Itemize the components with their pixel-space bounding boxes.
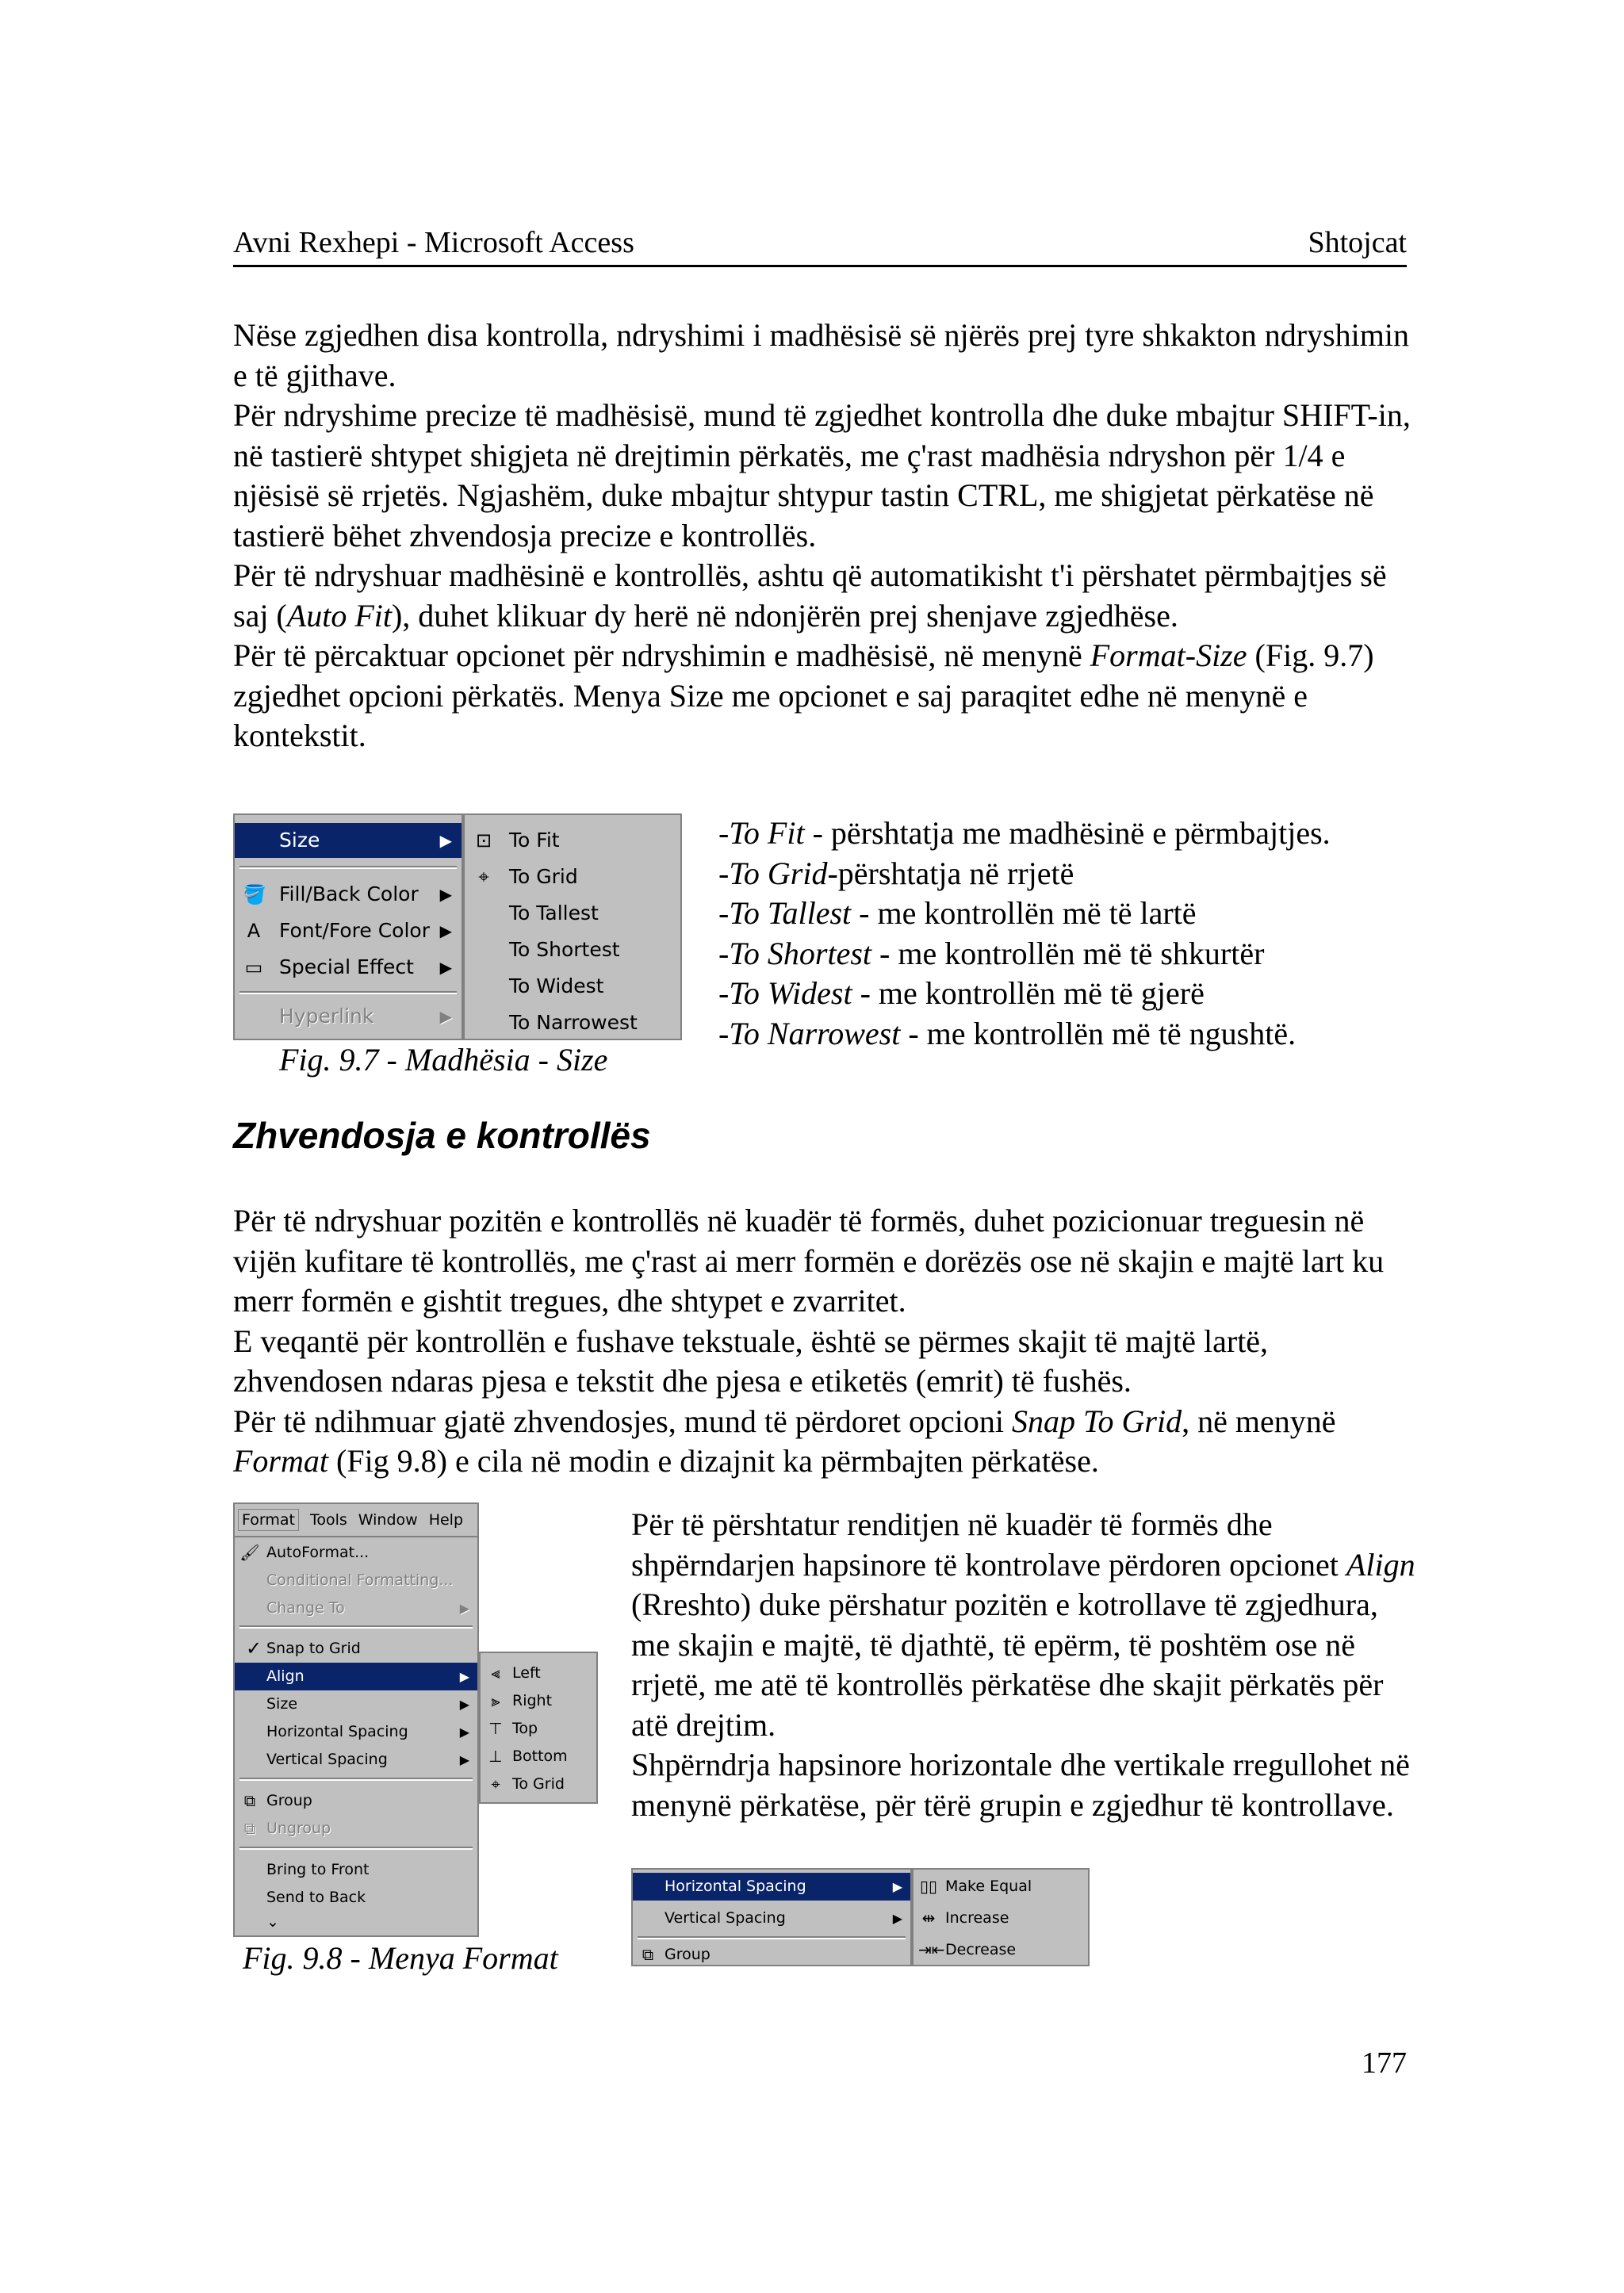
menu-item-top[interactable] xyxy=(481,1715,596,1743)
body-text: Për të përshtatur renditjen në kuadër të formës dhe shpërndarjen hapsinore të kontrolave përdoren opcionet xyxy=(631,1506,1346,1583)
align-submenu xyxy=(479,1652,598,1804)
body-text: Nëse zgjedhen disa kontrolla, ndryshimi i madhësisë së njërës prej tyre shkakton ndryshimin e të gjithave. xyxy=(233,317,1410,393)
menu-item-label: To Fit xyxy=(509,829,560,852)
menu-item-label: Size xyxy=(279,829,320,852)
body-text: E veqantë për kontrollën e fushave tekstuale, është se përmes skajit të majtë lartë, zhvendosen ndaras pjesa e tekstit dhe pjesa e etiketës (emrit) të fushës. xyxy=(233,1323,1269,1399)
submenu-arrow-icon: ▶ xyxy=(459,1601,469,1616)
menu-icon-fill-back-color-icon: 🪣 xyxy=(243,883,266,905)
submenu-arrow-icon: ▶ xyxy=(459,1725,469,1740)
move-paragraphs xyxy=(233,1201,1415,1482)
figure-caption-9-8: Fig. 9.8 - Menya Format xyxy=(243,1940,558,1976)
menu-item-group[interactable] xyxy=(235,1787,477,1815)
menu-item-label: Snap to Grid xyxy=(266,1640,361,1657)
format-context-menu xyxy=(233,813,463,1040)
menu-item-to-grid[interactable] xyxy=(481,1770,596,1798)
menubar-help[interactable]: Help xyxy=(428,1511,464,1529)
option-description: - xyxy=(718,895,730,931)
menu-item-hyperlink[interactable] xyxy=(235,999,462,1034)
menu-item-make-equal[interactable] xyxy=(914,1873,1088,1901)
menu-item-snap-to-grid[interactable] xyxy=(235,1635,477,1663)
menu-item-label: To Tallest xyxy=(509,902,599,924)
menu-item-label: Send to Back xyxy=(266,1889,366,1906)
menu-icon-autoformat-icon: 🖌 xyxy=(239,1543,260,1562)
menu-item-label: Conditional Formatting... xyxy=(266,1571,454,1589)
menu-item-bottom[interactable] xyxy=(481,1743,596,1770)
section-heading: Zhvendosja e kontrollës xyxy=(233,1115,651,1156)
menu-item-label: Hyperlink xyxy=(279,1005,374,1028)
submenu-arrow-icon: ▶ xyxy=(892,1879,902,1894)
menubar-tools[interactable]: Tools xyxy=(309,1511,347,1529)
menu-icon-ungroup-icon: ⧉ xyxy=(243,1819,256,1838)
spacing-menu xyxy=(631,1868,912,1966)
menu-icon-to-fit-icon: ⊡ xyxy=(475,829,492,852)
menu-bar xyxy=(235,1504,477,1537)
body-text: Për të ndryshuar pozitën e kontrollës në kuadër të formës, duhet pozicionuar treguesin në vijën kufitare të kontrollës, me ç'rast ai merr formën e dorëzës ose në skajin e majtë lart ku merr formën e gishtit tregues, dhe shtypet e zvarritet. xyxy=(233,1203,1385,1319)
menu-icon-right-icon: ⫸ xyxy=(491,1691,500,1710)
option-name: To Narrowest xyxy=(729,1015,901,1051)
option-description: - xyxy=(718,935,730,971)
menu-icon-make-equal-icon: ▯▯ xyxy=(919,1877,937,1896)
intro-paragraph xyxy=(233,636,1415,756)
menu-item-to-grid[interactable] xyxy=(465,859,680,894)
figure-caption-9-7: Fig. 9.7 - Madhësia - Size xyxy=(279,1042,608,1078)
menu-item-label: Left xyxy=(512,1664,541,1682)
emphasis-text: Format xyxy=(233,1443,328,1479)
submenu-arrow-icon: ▶ xyxy=(439,958,452,977)
page-number: 177 xyxy=(1362,2046,1407,2080)
menu-item-label: ⌄ xyxy=(266,1913,279,1931)
menu-item-special-effect[interactable] xyxy=(235,950,462,985)
emphasis-text: Align xyxy=(1346,1546,1415,1583)
align-paragraph xyxy=(631,1505,1416,1745)
intro-paragraph xyxy=(233,316,1415,396)
size-submenu xyxy=(463,813,682,1040)
option-description: - xyxy=(718,855,730,891)
body-text: (Rreshto) duke përshatur pozitën e kotrollave të zgjedhura, me skajin e majtë, të djathtë, të epërm, të poshtëm ose në rrjetë, me atë të kontrollës përkatëse dhe skajit përkatës për atë drejtim. xyxy=(631,1587,1384,1743)
menu-item-label: AutoFormat... xyxy=(266,1544,370,1561)
emphasis-text: Auto Fit xyxy=(286,597,392,634)
menu-item-label: Group xyxy=(266,1792,312,1809)
menu-item-more[interactable] xyxy=(235,1908,477,1936)
menu-icon-decrease-icon: ⇥⇤ xyxy=(918,1940,945,1959)
body-text: Për të ndryshuar madhësinë e kontrollës, ashtu që automatikisht t'i përshatet përmbajtjes së saj ( xyxy=(233,557,1387,634)
menu-icon-font-fore-color-icon: A xyxy=(247,920,261,942)
intro-paragraphs xyxy=(233,316,1415,756)
menu-item-label: Vertical Spacing xyxy=(266,1751,388,1768)
size-option-line xyxy=(718,1014,1416,1055)
move-paragraph xyxy=(233,1322,1415,1402)
option-description: -përshtatja në rrjetë xyxy=(827,855,1074,891)
size-option-line xyxy=(718,854,1416,894)
menu-item-font-fore-color[interactable] xyxy=(235,913,462,948)
menu-icon-to-grid-icon: ⌖ xyxy=(478,866,489,888)
submenu-arrow-icon: ▶ xyxy=(459,1669,469,1684)
menu-item-label: Horizontal Spacing xyxy=(266,1723,408,1740)
submenu-arrow-icon: ▶ xyxy=(439,921,452,940)
menu-item-label: Bottom xyxy=(512,1748,568,1765)
menu-item-horizontal-spacing[interactable] xyxy=(633,1873,910,1901)
menu-item-label: Align xyxy=(266,1667,304,1685)
intro-paragraph xyxy=(233,556,1415,636)
menu-icon-increase-icon: ⇹ xyxy=(921,1908,936,1927)
menu-item-size[interactable] xyxy=(235,823,462,858)
menu-separator xyxy=(239,1625,473,1629)
option-name: To Grid xyxy=(729,855,828,891)
menu-item-label: Font/Fore Color xyxy=(279,919,430,942)
option-name: To Shortest xyxy=(729,935,872,971)
body-text: Shpërndrja hapsinore horizontale dhe vertikale rregullohet në menynë përkatëse, për tërë grupin e zgjedhur të kontrollave. xyxy=(631,1747,1410,1823)
menu-separator xyxy=(239,866,457,869)
menu-separator xyxy=(239,991,457,994)
emphasis-text: Format-Size xyxy=(1090,637,1247,673)
option-description: - xyxy=(718,1015,730,1051)
menu-separator xyxy=(239,1778,473,1781)
menu-item-label: Top xyxy=(512,1720,538,1737)
menubar-format[interactable]: Format xyxy=(238,1509,299,1531)
submenu-arrow-icon: ▶ xyxy=(459,1697,469,1712)
size-option-line xyxy=(718,934,1416,974)
menu-separator xyxy=(239,1847,473,1850)
menu-item-left[interactable] xyxy=(481,1659,596,1687)
align-paragraph xyxy=(631,1745,1416,1825)
body-text: , në menynë xyxy=(1182,1403,1336,1439)
option-description: - me kontrollën më të shkurtër xyxy=(871,935,1265,971)
menu-item-bring-to-front[interactable] xyxy=(235,1856,477,1884)
menu-item-to-narrowest[interactable] xyxy=(465,1005,680,1040)
body-text: Për të përcaktuar opcionet për ndryshimin e madhësisë, në menynë xyxy=(233,637,1090,673)
menu-item-label: To Grid xyxy=(512,1775,565,1793)
menu-icon-top-icon: ⊤ xyxy=(488,1719,503,1738)
menu-item-decrease[interactable] xyxy=(914,1936,1088,1964)
checkmark-icon: ✓ xyxy=(246,1637,262,1659)
body-text: (Fig 9.8) e cila në modin e dizajnit ka përmbajten përkatëse. xyxy=(328,1443,1099,1479)
menu-item-label: To Narrowest xyxy=(509,1011,638,1034)
header-author-title: Avni Rexhepi - Microsoft Access xyxy=(233,226,634,259)
menu-item-label: Increase xyxy=(945,1909,1009,1927)
menu-item-label: Ungroup xyxy=(266,1820,331,1837)
menu-item-right[interactable] xyxy=(481,1687,596,1715)
menu-item-to-tallest[interactable] xyxy=(465,896,680,931)
option-description: - me kontrollën më të gjerë xyxy=(852,975,1205,1011)
menu-item-conditional-formatting[interactable] xyxy=(235,1567,477,1594)
menu-item-increase[interactable] xyxy=(914,1904,1088,1932)
menu-item-send-to-back[interactable] xyxy=(235,1884,477,1912)
menubar-window[interactable]: Window xyxy=(358,1511,418,1529)
menu-item-label: To Grid xyxy=(509,865,578,888)
option-description: - me kontrollën më të ngushtë. xyxy=(900,1015,1297,1051)
menu-item-horizontal-spacing[interactable] xyxy=(235,1718,477,1746)
spacing-submenu xyxy=(912,1868,1090,1966)
submenu-arrow-icon: ▶ xyxy=(439,885,452,904)
menu-item-label: Group xyxy=(665,1946,710,1963)
menu-icon-group-icon: ⧉ xyxy=(243,1791,256,1810)
body-text: Për ndryshime precize të madhësisë, mund të zgjedhet kontrolla dhe duke mbajtur SHIFT-in, në tastierë shtypet shigjeta në drejtimin përkatës, me ç'rast madhësia ndryshon për 1/4 e njësisë së rrjetës. Ngjashëm, duke mbajtur shtypur tastin CTRL, me shigjetat përkatëse në tastierë bëhet zhvendosja precize e kontrollës. xyxy=(233,397,1411,553)
size-option-line xyxy=(718,894,1416,934)
menu-item-label: To Shortest xyxy=(509,938,620,961)
menu-icon-bottom-icon: ⊥ xyxy=(488,1747,503,1766)
menu-item-ungroup[interactable] xyxy=(235,1815,477,1843)
move-paragraph xyxy=(233,1201,1415,1322)
option-description: - përshtatja me madhësinë e përmbajtjes. xyxy=(804,815,1331,851)
option-name: To Widest xyxy=(729,975,852,1011)
size-option-line xyxy=(718,813,1416,854)
header-section: Shtojcat xyxy=(1308,226,1407,259)
menu-icon-to-grid-icon: ⌖ xyxy=(491,1774,500,1793)
menu-icon-special-effect-icon: ▭ xyxy=(244,956,263,978)
body-text: (Fig. 9.7) zgjedhet opcioni përkatës. Menya Size me opcionet e saj paraqitet edhe në menynë e kontekstit. xyxy=(233,637,1374,753)
menu-item-autoformat[interactable] xyxy=(235,1539,477,1567)
menu-item-label: Right xyxy=(512,1692,553,1709)
submenu-arrow-icon: ▶ xyxy=(439,1007,452,1026)
option-description: - me kontrollën më të lartë xyxy=(851,895,1197,931)
menu-item-label: Bring to Front xyxy=(266,1861,370,1878)
submenu-arrow-icon: ▶ xyxy=(892,1911,902,1926)
menu-icon-left-icon: ⫷ xyxy=(491,1663,500,1682)
size-option-line xyxy=(718,974,1416,1014)
option-name: To Tallest xyxy=(729,895,852,931)
move-paragraph xyxy=(233,1402,1415,1482)
body-text: Për të ndihmuar gjatë zhvendosjes, mund të përdoret opcioni xyxy=(233,1403,1012,1439)
format-menu xyxy=(233,1503,479,1937)
menu-item-size[interactable] xyxy=(235,1690,477,1718)
body-text: ), duhet klikuar dy herë në ndonjërën prej shenjave zgjedhëse. xyxy=(391,597,1178,634)
option-description: - xyxy=(718,815,730,851)
menu-item-to-shortest[interactable] xyxy=(465,932,680,967)
menu-item-label: Special Effect xyxy=(279,955,414,978)
align-paragraphs xyxy=(631,1505,1416,1825)
menu-item-align[interactable] xyxy=(235,1663,477,1690)
emphasis-text: Snap To Grid xyxy=(1011,1403,1182,1439)
menu-item-to-fit[interactable] xyxy=(465,823,680,858)
menu-item-label: To Widest xyxy=(509,974,604,997)
menu-item-label: Decrease xyxy=(945,1941,1017,1958)
option-description: - xyxy=(718,975,730,1011)
menu-item-label: Make Equal xyxy=(945,1878,1032,1895)
intro-paragraph xyxy=(233,396,1415,556)
page-header xyxy=(233,224,1407,267)
size-options-list xyxy=(718,813,1416,1054)
menu-separator xyxy=(638,1936,906,1939)
menu-item-label: Fill/Back Color xyxy=(279,882,419,905)
menu-item-label: Change To xyxy=(266,1599,345,1617)
menu-icon-group-icon: ⧉ xyxy=(642,1945,654,1964)
menu-item-label: Horizontal Spacing xyxy=(665,1878,806,1895)
menu-item-vertical-spacing[interactable] xyxy=(633,1904,910,1932)
menu-item-group[interactable] xyxy=(633,1941,910,1966)
menu-item-label: Size xyxy=(266,1695,298,1713)
menu-item-label: Vertical Spacing xyxy=(665,1909,786,1927)
menu-item-fill-back-color[interactable] xyxy=(235,877,462,912)
submenu-arrow-icon: ▶ xyxy=(439,831,452,850)
menu-item-vertical-spacing[interactable] xyxy=(235,1746,477,1774)
menu-item-change-to[interactable] xyxy=(235,1594,477,1622)
menu-item-to-widest[interactable] xyxy=(465,969,680,1004)
option-name: To Fit xyxy=(729,815,805,851)
submenu-arrow-icon: ▶ xyxy=(459,1752,469,1767)
